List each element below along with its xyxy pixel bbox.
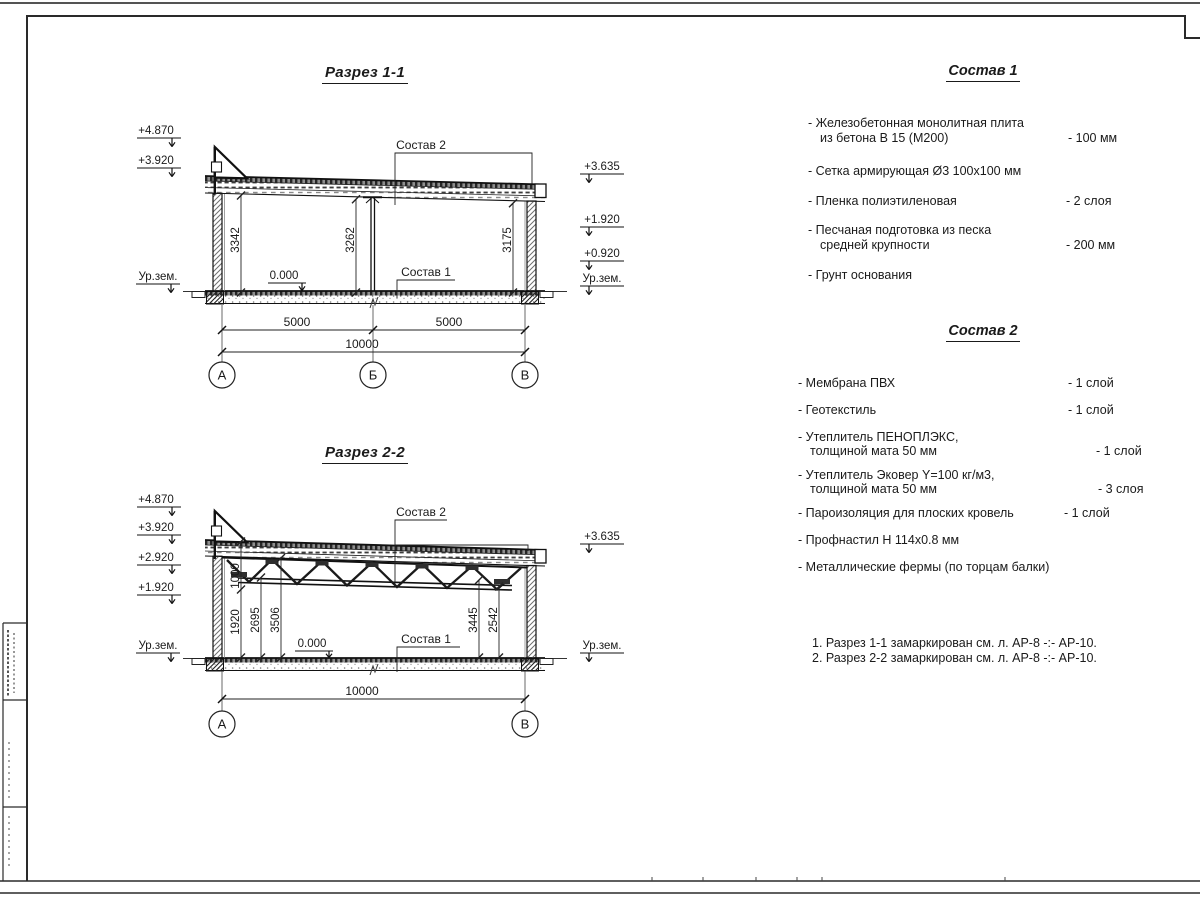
sostav1-item-1-value: - 100 мм <box>1068 131 1118 145</box>
sostav2-item-1-line1: - Мембрана ПВХ <box>798 376 896 390</box>
s1-dim-5000-a: 5000 <box>283 315 311 329</box>
s2-callout-roof-label: Состав 2 <box>396 505 446 519</box>
sostav2-item-3-value: - 1 слой <box>1096 444 1142 458</box>
s1-floor <box>192 291 553 308</box>
s2-wall-left <box>213 556 225 658</box>
s2-dim-1920: 1920 <box>230 609 242 635</box>
s1-elev-1920: +1.920 <box>584 214 620 226</box>
s2-zero-mark <box>295 651 333 658</box>
sostav2-item-3-line1: - Утеплитель ПЕНОПЛЭКС, <box>798 430 959 444</box>
s2-dim-2542: 2542 <box>488 607 500 633</box>
s2-elev-2920: +2.920 <box>138 552 174 564</box>
s1-elev-3635: +3.635 <box>584 161 620 173</box>
note-1: 1. Разрез 1-1 замаркирован см. л. АР-8 -:- АР-10. <box>812 636 1097 650</box>
sostav1-item-4-line1: - Песчаная подготовка из песка <box>808 223 992 237</box>
sheet-frame <box>0 3 1200 893</box>
s2-axis-v: В <box>520 716 530 732</box>
s2-ground-right: Ур.зем. <box>582 640 622 652</box>
sostav2-item-4-value: - 3 слоя <box>1098 482 1144 496</box>
section-2-title: Разрез 2-2 <box>280 444 450 464</box>
s1-axis-b: Б <box>368 367 378 383</box>
s2-elev-1920: +1.920 <box>138 582 174 594</box>
s2-ground-left: Ур.зем. <box>138 640 178 652</box>
s1-dim-5000-b: 5000 <box>435 315 463 329</box>
s1-zero-mark <box>268 283 306 291</box>
sostav1-item-2-line1: - Сетка армирующая Ø3 100х100 мм <box>808 164 1022 178</box>
s2-dim-1000: 1000 <box>230 563 242 589</box>
s2-callout-floor-label: Состав 1 <box>401 632 451 646</box>
sostav2-item-4-line2: толщиной мата 50 мм <box>810 482 937 496</box>
sostav2-item-5-value: - 1 слой <box>1064 506 1110 520</box>
s1-elev-3920: +3.920 <box>138 155 174 167</box>
sostav1-item-3-line1: - Пленка полиэтиленовая <box>808 194 957 208</box>
sostav1-item-4-value: - 200 мм <box>1066 238 1116 252</box>
s2-axis-a: А <box>217 716 227 732</box>
sostav2-item-3-line2: толщиной мата 50 мм <box>810 444 937 458</box>
s1-wall-left <box>213 193 225 291</box>
s1-axis-v: В <box>520 367 530 383</box>
sostav2-item-1-value: - 1 слой <box>1068 376 1114 390</box>
section-1-1 <box>136 125 624 388</box>
sostav1-item-5-line1: - Грунт основания <box>808 268 913 282</box>
sostav1-item-3-value: - 2 слоя <box>1066 194 1112 208</box>
s1-dim-10000: 10000 <box>345 337 379 351</box>
sostav2-title: Состав 2 <box>903 323 1063 342</box>
s1-column <box>363 197 382 291</box>
s1-elev-0920: +0.920 <box>584 248 620 260</box>
sostav1-item-1-line1: - Железобетонная монолитная плита <box>808 116 1024 130</box>
s2-elev-4870: +4.870 <box>138 494 174 506</box>
s2-zero-label: 0.000 <box>297 638 327 650</box>
s1-callout-floor-label: Состав 1 <box>401 265 451 279</box>
s2-axis-bubbles <box>209 711 538 737</box>
sostav2-item-7-line1: - Металлические фермы (по торцам балки) <box>798 560 1050 574</box>
s1-ground-right: Ур.зем. <box>582 273 622 285</box>
sostav2-item-5-line1: - Пароизоляция для плоских кровель <box>798 506 1014 520</box>
s2-dim-2695: 2695 <box>250 607 262 633</box>
s1-callout-roof-label: Состав 2 <box>396 138 446 152</box>
s2-elev-3635: +3.635 <box>584 531 620 543</box>
sostav1-item-1-line2: из бетона В 15 (М200) <box>820 131 949 145</box>
sostav2-item-4-line1: - Утеплитель Эковер Y=100 кг/м3, <box>798 468 995 482</box>
s1-dim-3262: 3262 <box>345 227 357 253</box>
section-1-title: Разрез 1-1 <box>280 64 450 84</box>
sostav1-item-4-line2: средней крупности <box>820 238 930 252</box>
section-2-2 <box>136 494 624 737</box>
sostav1-title: Состав 1 <box>903 63 1063 82</box>
s2-elev-3920: +3.920 <box>138 522 174 534</box>
s1-span-dims <box>218 305 529 362</box>
s1-elev-4870: +4.870 <box>138 125 174 137</box>
s1-dim-3175: 3175 <box>502 227 514 253</box>
s2-dim-10000: 10000 <box>345 684 379 698</box>
s1-axis-a: А <box>217 367 227 383</box>
sostav2-item-6-line1: - Профнастил Н 114х0.8 мм <box>798 533 960 547</box>
s2-dim-3506: 3506 <box>270 607 282 633</box>
s1-ground-left: Ур.зем. <box>138 271 178 283</box>
s2-wall-right <box>525 566 536 659</box>
note-2: 2. Разрез 2-2 замаркирован см. л. АР-8 -:- АР-10. <box>812 651 1097 665</box>
s2-floor <box>192 658 553 675</box>
sostav2-item-2-value: - 1 слой <box>1068 403 1114 417</box>
s2-dim-3445: 3445 <box>468 607 480 633</box>
sostav2-item-2-line1: - Геотекстиль <box>798 403 877 417</box>
s1-dim-3342: 3342 <box>230 227 242 253</box>
s1-wall-right <box>525 201 536 291</box>
s1-zero-label: 0.000 <box>269 270 299 282</box>
